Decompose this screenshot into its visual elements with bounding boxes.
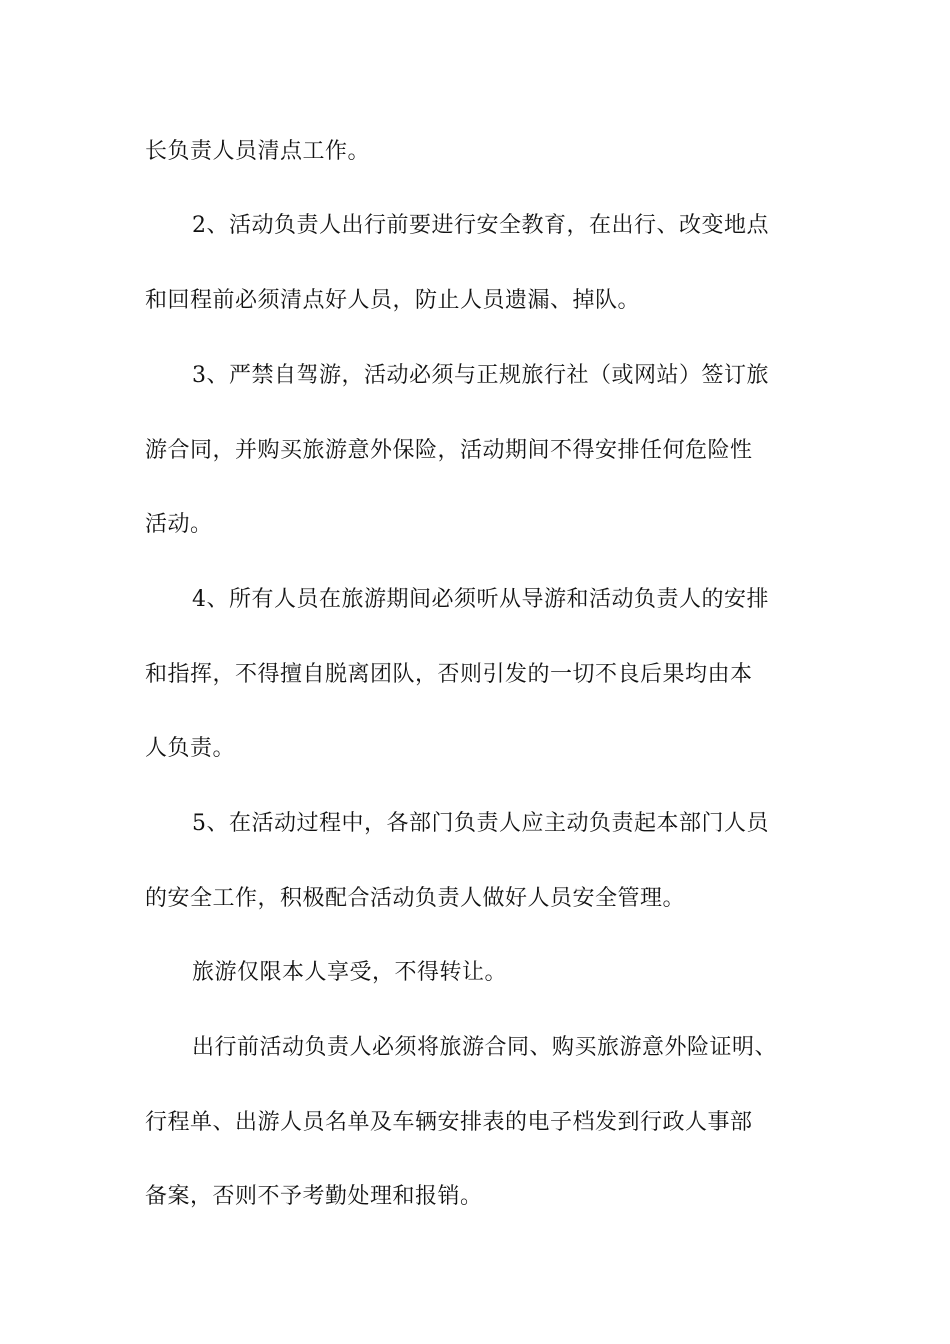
text-line: 的安全工作，积极配合活动负责人做好人员安全管理。 (145, 886, 686, 911)
text-line: 5、在活动过程中，各部门负责人应主动负责起本部门人员 (192, 811, 769, 836)
text-line: 备案，否则不予考勤处理和报销。 (145, 1184, 483, 1209)
text-line: 游合同，并购买旅游意外保险，活动期间不得安排任何危险性 (145, 438, 753, 463)
text-line: 长负责人员清点工作。 (145, 139, 371, 164)
text-line: 旅游仅限本人享受，不得转让。 (192, 960, 508, 985)
text-line: 4、所有人员在旅游期间必须听从导游和活动负责人的安排 (192, 587, 769, 612)
text-line: 3、严禁自驾游，活动必须与正规旅行社（或网站）签订旅 (192, 363, 769, 388)
text-line: 人负责。 (145, 736, 236, 761)
text-line: 行程单、出游人员名单及车辆安排表的电子档发到行政人事部 (145, 1110, 753, 1135)
text-line: 活动。 (145, 512, 213, 537)
text-line: 2、活动负责人出行前要进行安全教育，在出行、改变地点 (192, 213, 769, 238)
text-line: 和指挥，不得擅自脱离团队，否则引发的一切不良后果均由本 (145, 662, 753, 687)
text-line: 出行前活动负责人必须将旅游合同、购买旅游意外险证明、 (192, 1035, 778, 1060)
text-line: 和回程前必须清点好人员，防止人员遗漏、掉队。 (145, 288, 641, 313)
